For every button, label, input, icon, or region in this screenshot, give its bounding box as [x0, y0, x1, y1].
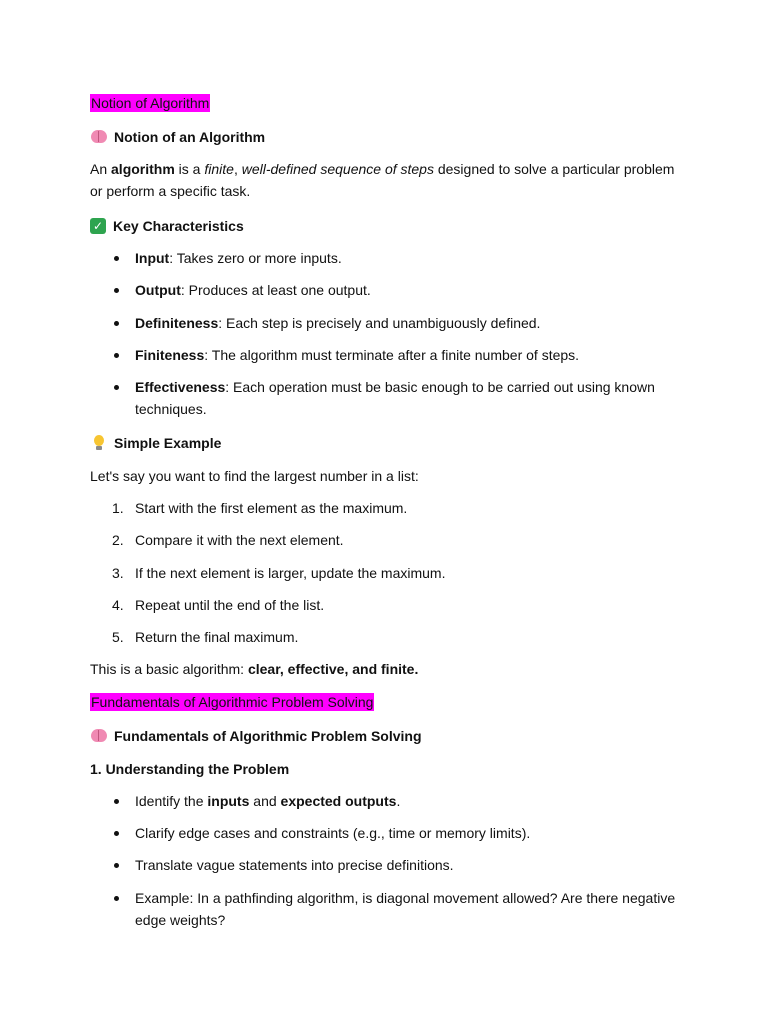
list-number: 5. — [112, 629, 124, 645]
bullet-icon — [114, 831, 119, 836]
list-item: Repeat until the end of the list. — [135, 597, 325, 613]
bullet-icon — [114, 896, 119, 901]
list-item: Finiteness: The algorithm must terminate after a finite number of steps. — [135, 347, 580, 363]
intro-paragraph: An algorithm is a finite, well-defined sequence of steps designed to solve a particular problem or perform a specific task. — [90, 161, 675, 199]
check-mark-icon: ✓ — [90, 218, 106, 234]
list-item: Start with the first element as the maximum. — [135, 500, 408, 516]
list-number: 4. — [112, 597, 124, 613]
bullet-icon — [114, 385, 119, 390]
list-item: Output: Produces at least one output. — [135, 282, 371, 298]
conclusion-paragraph: This is a basic algorithm: clear, effective, and finite. — [90, 661, 419, 677]
bullet-icon — [114, 799, 119, 804]
list-item: Definiteness: Each step is precisely and unambiguously defined. — [135, 315, 541, 331]
list-item: Example: In a pathfinding algorithm, is diagonal movement allowed? Are there negative edge weights? — [135, 890, 676, 928]
section2-banner — [90, 691, 688, 713]
section1-heading — [90, 126, 688, 148]
list-number: 2. — [112, 532, 124, 548]
bullet-icon — [114, 256, 119, 261]
list-item: Return the final maximum. — [135, 629, 299, 645]
highlighted-title: Notion of Algorithm — [91, 95, 210, 111]
list-number: 1. — [112, 500, 124, 516]
list-item: Effectiveness: Each operation must be basic enough to be carried out using known techniques. — [135, 379, 655, 417]
brain-icon — [90, 129, 108, 145]
simple-example-heading: Simple Example — [90, 432, 688, 454]
heading-text: Notion of an Algorithm — [114, 129, 266, 145]
brain-icon — [90, 728, 108, 744]
example-intro: Let's say you want to find the largest number in a list: — [90, 468, 419, 484]
highlighted-title: Fundamentals of Algorithmic Problem Solving — [91, 694, 374, 710]
bullet-icon — [114, 353, 119, 358]
list-item: Compare it with the next element. — [135, 532, 344, 548]
list-item: If the next element is larger, update the maximum. — [135, 565, 446, 581]
list-item: Translate vague statements into precise definitions. — [135, 857, 454, 873]
bullet-icon — [114, 288, 119, 293]
understanding-heading: 1. Understanding the Problem — [90, 761, 290, 777]
list-item: Identify the inputs and expected outputs. — [135, 793, 401, 809]
bullet-icon — [114, 863, 119, 868]
key-characteristics-heading: ✓ Key Characteristics — [90, 215, 688, 237]
section2-heading: Fundamentals of Algorithmic Problem Solving — [90, 725, 688, 747]
list-number: 3. — [112, 565, 124, 581]
list-item: Clarify edge cases and constraints (e.g., time or memory limits). — [135, 825, 531, 841]
section1-banner — [90, 92, 688, 114]
bullet-icon — [114, 321, 119, 326]
light-bulb-icon — [90, 434, 108, 452]
list-item: Input: Takes zero or more inputs. — [135, 250, 342, 266]
